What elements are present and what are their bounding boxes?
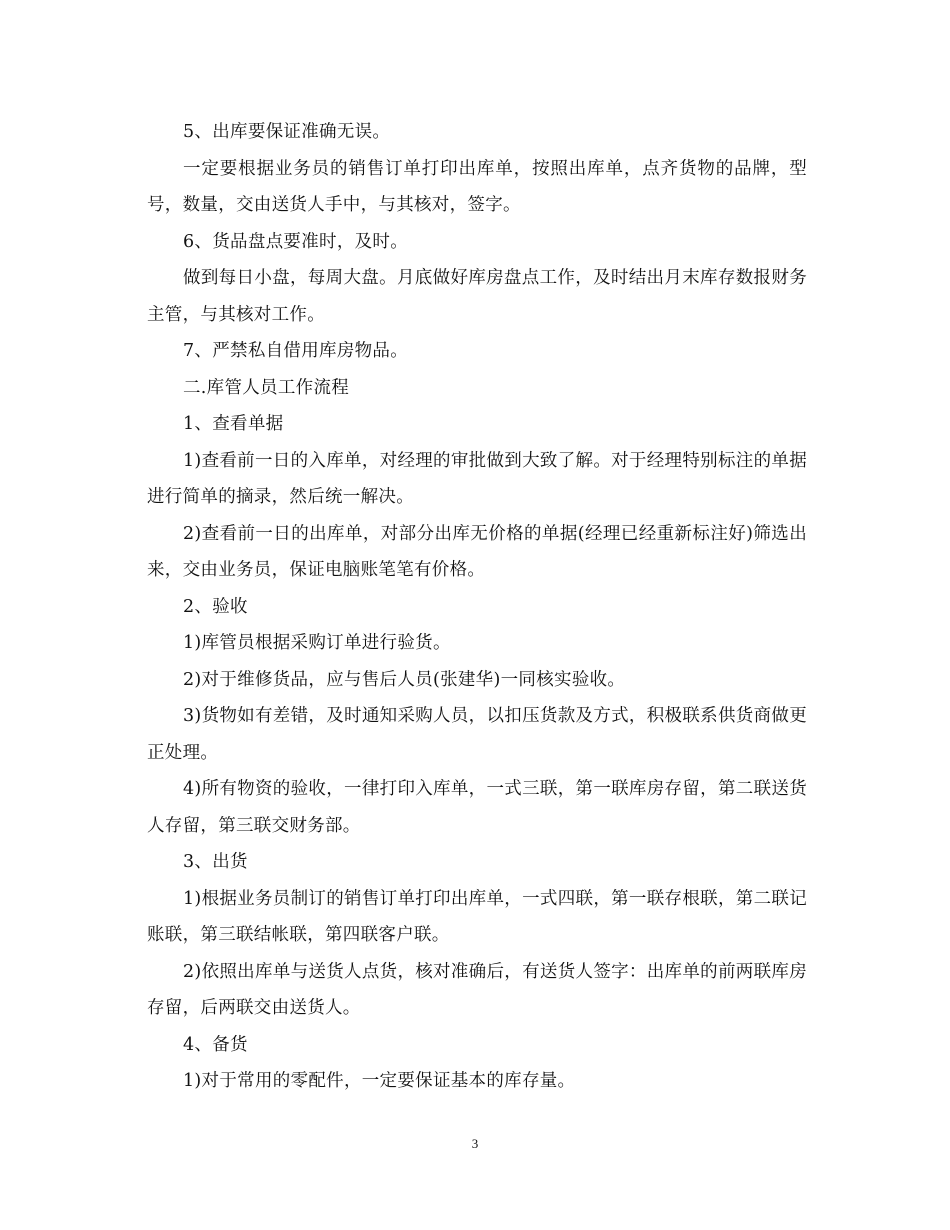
paragraph: 1)对于常用的零配件，一定要保证基本的库存量。: [183, 1071, 576, 1091]
paragraph: 2)对于维修货品，应与售后人员(张建华)一同核实验收。: [183, 669, 626, 690]
subsection-heading: 1、查看单据: [183, 414, 284, 434]
paragraph: 1)根据业务员制订的销售订单打印出库单，一式四联，第一联存根联，第二联记账联，第三联结帐联，第四联客户联。: [147, 888, 807, 945]
subsection-heading: 2、验收: [183, 596, 248, 617]
subsection-heading: 3、出货: [183, 852, 248, 872]
paragraph: 做到每日小盘，每周大盘。月底做好库房盘点工作，及时结出月末库存数报财务主管，与其核对工作。: [147, 268, 807, 325]
paragraph: 1)库管员根据采购订单进行验货。: [183, 633, 451, 653]
paragraph: 7、严禁私自借用库房物品。: [183, 341, 409, 361]
body-text: [147, 114, 807, 1100]
paragraph: 1)查看前一日的入库单，对经理的审批做到大致了解。对于经理特别标注的单据进行简单的摘录，然后统一解决。: [147, 450, 807, 507]
paragraph: 5、出库要保证准确无误。: [183, 122, 391, 142]
paragraph: 3)货物如有差错，及时通知采购人员，以扣压货款及方式，积极联系供货商做更正处理。: [147, 706, 807, 763]
section-heading: 二.库管人员工作流程: [183, 377, 350, 398]
paragraph: 一定要根据业务员的销售订单打印出库单，按照出库单，点齐货物的品牌，型号，数量，交由送货人手中，与其核对，签字。: [147, 158, 807, 215]
paragraph: 2)依照出库单与送货人点货，核对准确后，有送货人签字：出库单的前两联库房存留，后两联交由送货人。: [147, 961, 807, 1018]
page-number: 3: [471, 1136, 479, 1151]
paragraph: 2)查看前一日的出库单，对部分出库无价格的单据(经理已经重新标注好)筛选出来，交由业务员，保证电脑账笔笔有价格。: [147, 523, 807, 580]
paragraph: 6、货品盘点要准时，及时。: [183, 231, 409, 252]
subsection-heading: 4、备货: [183, 1034, 248, 1055]
paragraph: 4)所有物资的验收，一律打印入库单，一式三联，第一联库房存留，第二联送货人存留，第三联交财务部。: [147, 779, 807, 836]
